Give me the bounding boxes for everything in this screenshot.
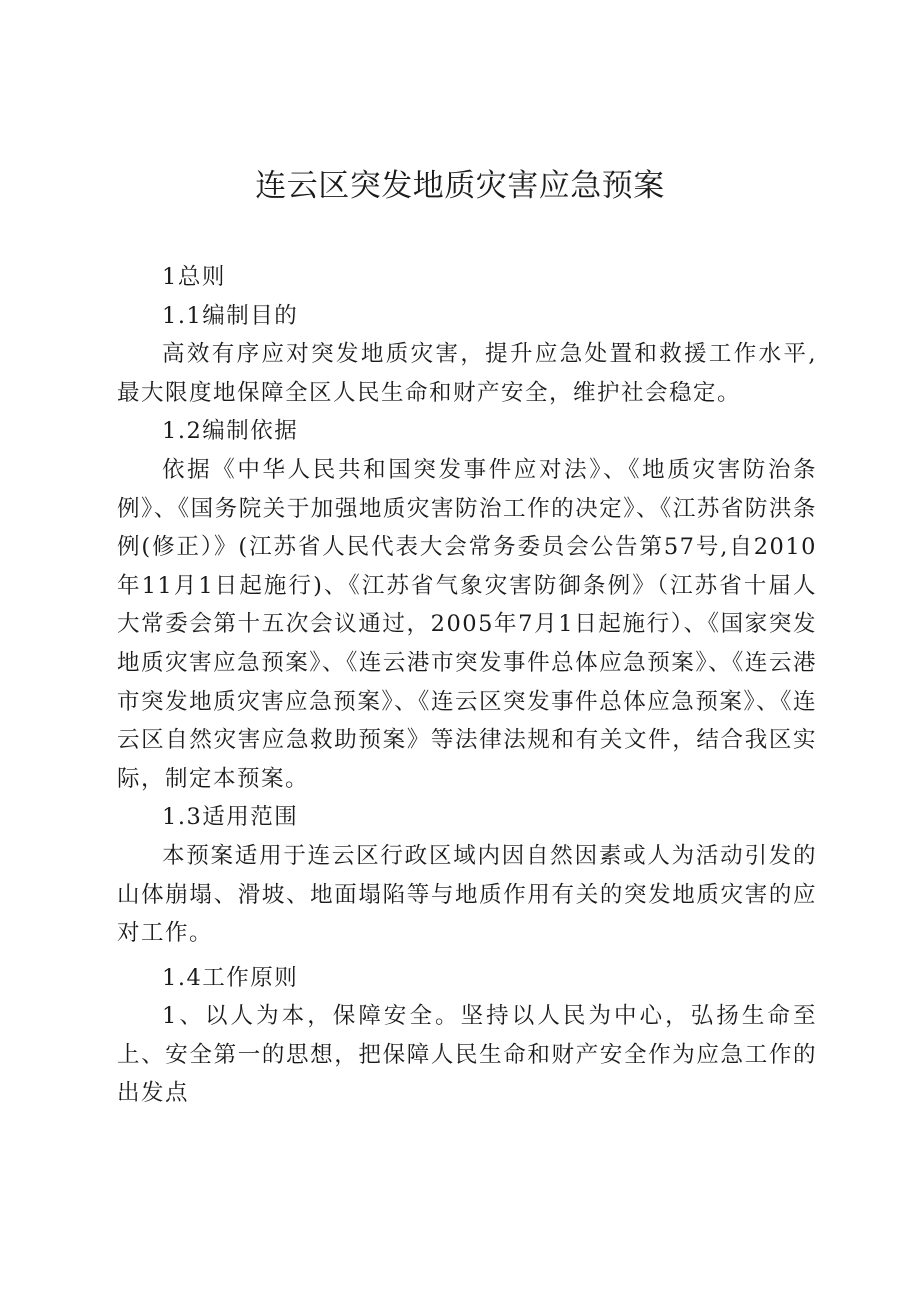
section-1-2-heading: 1.2编制依据 xyxy=(162,418,299,445)
document-body xyxy=(117,258,817,1113)
section-1-3-paragraph: 本预案适用于连云区行政区域内因自然因素或人为活动引发的山体崩塌、滑坡、地面塌陷等与地质作用有关的突发地质灾害的应对工作。 xyxy=(117,842,817,947)
section-1-1-heading: 1.1编制目的 xyxy=(162,302,299,329)
section-1-2-paragraph: 依据《中华人民共和国突发事件应对法》、《地质灾害防治条例》、《国务院关于加强地质灾害防治工作的决定》、《江苏省防洪条例(修正）》(江苏省人民代表大会常务委员会公告第57号,自2010年11月1日起施行)、《江苏省气象灾害防御条例》（江苏省十届人大常委会第十五次会议通过，2005年7月1日起施行）、《国家突发地质灾害应急预案》、《连云港市突发事件总体应急预案》、《连云港市突发地质灾害应急预案》、《连云区突发事件总体应急预案》、《连云区自然灾害应急救助预案》等法律法规和有关文件，结合我区实际，制定本预案。 xyxy=(117,456,817,792)
section-1-4-heading: 1.4工作原则 xyxy=(162,964,299,991)
section-1-1-paragraph: 高效有序应对突发地质灾害，提升应急处置和救援工作水平,最大限度地保障全区人民生命和财产安全，维护社会稳定。 xyxy=(117,341,817,406)
section-1-heading: 1总则 xyxy=(162,264,226,290)
document-title: 连云区突发地质灾害应急预案 xyxy=(255,168,665,204)
section-1-4-paragraph: 1、以人为本，保障安全。坚持以人民为中心，弘扬生命至上、安全第一的思想，把保障人民生命和财产安全作为应急工作的出发点 xyxy=(117,1003,817,1107)
section-1-3-heading: 1.3适用范围 xyxy=(162,804,299,831)
